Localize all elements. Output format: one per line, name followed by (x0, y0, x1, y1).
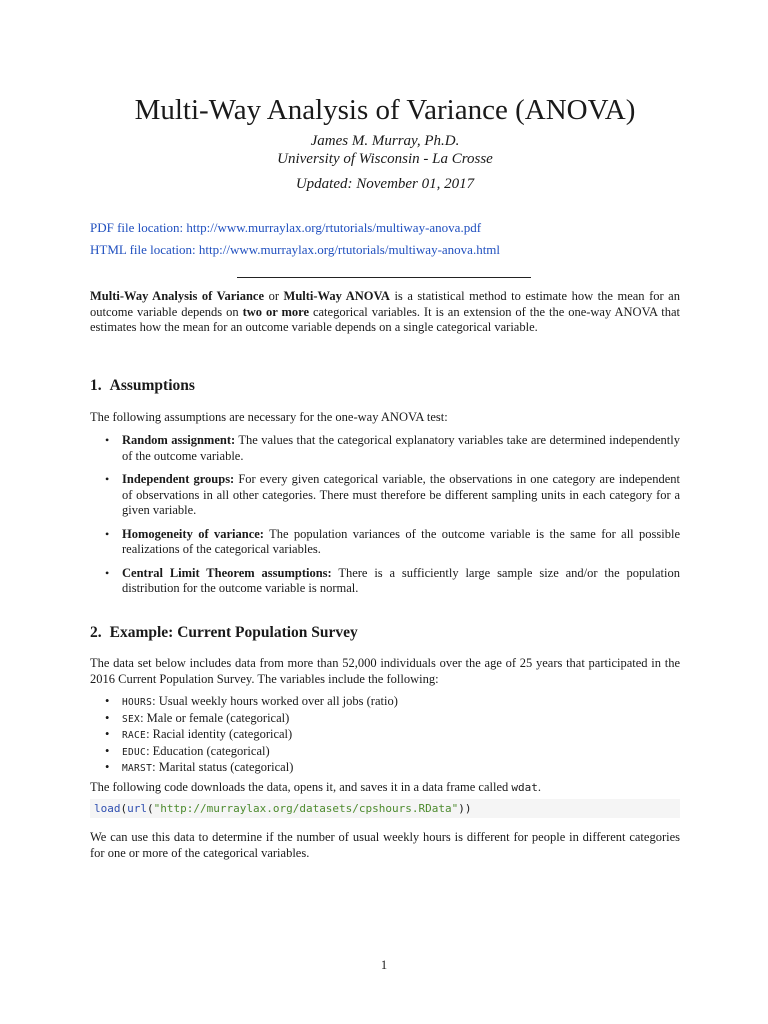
section-title: Example: Current Population Survey (109, 624, 358, 641)
section-heading-assumptions (90, 376, 195, 396)
code-lead-end: . (537, 780, 542, 794)
assumption-text: There is a sufficiently large sample size and/or the population distribution for the outcome variable is normal. (122, 565, 680, 595)
code-lead (90, 780, 680, 796)
pdf-location-line (90, 220, 481, 236)
list-item (90, 433, 680, 464)
intro-term-1: Multi-Way Analysis of Variance (90, 289, 265, 303)
assumption-text: For every given categorical variable, the observations in one category are independent of observations in all other categories. There must therefore be different sampling units in each category for a given variable. (122, 472, 680, 517)
assumptions-list (90, 433, 680, 605)
pdf-location-link[interactable]: http://www.murraylax.org/rtutorials/multiway-anova.pdf (186, 220, 482, 235)
assumption-term: Central Limit Theorem assumptions: (122, 565, 332, 580)
example-lead: The data set below includes data from more than 52,000 individuals over the age of 25 years that participated in the 2016 Current Population Survey. The variables include the following: (90, 656, 680, 686)
bullet-icon: • (105, 472, 110, 486)
assumption-text: The values that the categorical explanatory variables take are determined independently of the outcome variable. (122, 433, 680, 463)
variable-desc: : Education (categorical) (146, 743, 270, 758)
assumption-term: Random assignment: (122, 433, 236, 447)
list-item (90, 694, 680, 711)
final-paragraph: We can use this data to determine if the number of usual weekly hours is different for people in different categories for one or more of the categorical variables. (90, 830, 680, 860)
bullet-icon: • (105, 565, 110, 580)
intro-text-2: categorical variables. It is an extension of the the one-way ANOVA that estimates how the mean for an outcome variable depends on a single categorical variable. (90, 304, 681, 334)
bullet-icon: • (105, 433, 110, 447)
document-title: Multi-Way Analysis of Variance (ANOVA) (134, 94, 636, 126)
page-number: 1 (380, 958, 388, 972)
variable-name: MARST (122, 763, 153, 774)
code-lead-variable: wdat (511, 781, 538, 794)
assumption-term: Independent groups: (122, 472, 235, 486)
variable-desc: : Marital status (categorical) (152, 760, 294, 774)
horizontal-divider (237, 277, 531, 278)
list-item (90, 760, 680, 777)
code-lead-text: The following code downloads the data, opens it, and saves it in a data frame called (90, 780, 512, 794)
author-name: James M. Murray, Ph.D. (310, 133, 460, 149)
variable-name: EDUC (122, 746, 147, 758)
code-function-load: load (94, 802, 121, 815)
updated-date: Updated: November 01, 2017 (295, 176, 475, 192)
intro-or: or (264, 289, 284, 303)
section-title: Assumptions (109, 377, 195, 394)
list-item (90, 472, 680, 519)
section-number: 2. (90, 624, 102, 641)
pdf-location-label: PDF file location: (90, 220, 187, 235)
variables-list (90, 694, 680, 777)
intro-paragraph (90, 289, 680, 336)
section-number: 1. (90, 377, 102, 394)
variable-desc: : Racial identity (categorical) (146, 727, 293, 741)
intro-term-2: Multi-Way ANOVA (283, 289, 390, 303)
code-string: "http://murraylax.org/datasets/cpshours.RData" (153, 802, 459, 815)
list-item (90, 711, 680, 728)
list-item (90, 727, 680, 744)
list-item (90, 566, 680, 597)
code-block[interactable] (90, 799, 680, 818)
code-function-url: url (127, 802, 147, 815)
bullet-icon: • (105, 760, 110, 774)
html-location-line (90, 242, 500, 258)
variable-name: SEX (122, 713, 141, 725)
list-item (90, 744, 680, 761)
variable-name: RACE (122, 730, 147, 741)
bullet-icon: • (105, 526, 110, 541)
bullet-icon: • (105, 710, 110, 725)
author-affiliation: University of Wisconsin - La Crosse (277, 151, 493, 167)
intro-text-1: is a statistical method to estimate how the mean for an outcome variable depends on (90, 289, 680, 319)
html-location-label: HTML file location: (90, 242, 199, 257)
bullet-icon: • (105, 694, 110, 708)
code-paren: ( (147, 802, 154, 815)
section-heading-example (90, 623, 358, 643)
variable-desc: : Usual weekly hours worked over all jobs (ratio) (152, 694, 398, 708)
variable-desc: : Male or female (categorical) (140, 710, 290, 725)
assumption-term: Homogeneity of variance: (122, 526, 264, 541)
code-close: )) (458, 802, 472, 815)
variable-name: HOURS (122, 697, 153, 708)
assumption-text: The population variances of the outcome variable is the same for all possible realizations of the categorical variables. (122, 526, 680, 556)
intro-emphasis: two or more (242, 304, 310, 319)
bullet-icon: • (105, 727, 110, 741)
list-item (90, 527, 680, 558)
bullet-icon: • (105, 743, 110, 758)
assumptions-lead: The following assumptions are necessary for the one-way ANOVA test: (90, 410, 448, 424)
html-location-link[interactable]: http://www.murraylax.org/rtutorials/multiway-anova.html (198, 242, 501, 257)
code-paren: ( (120, 802, 128, 815)
